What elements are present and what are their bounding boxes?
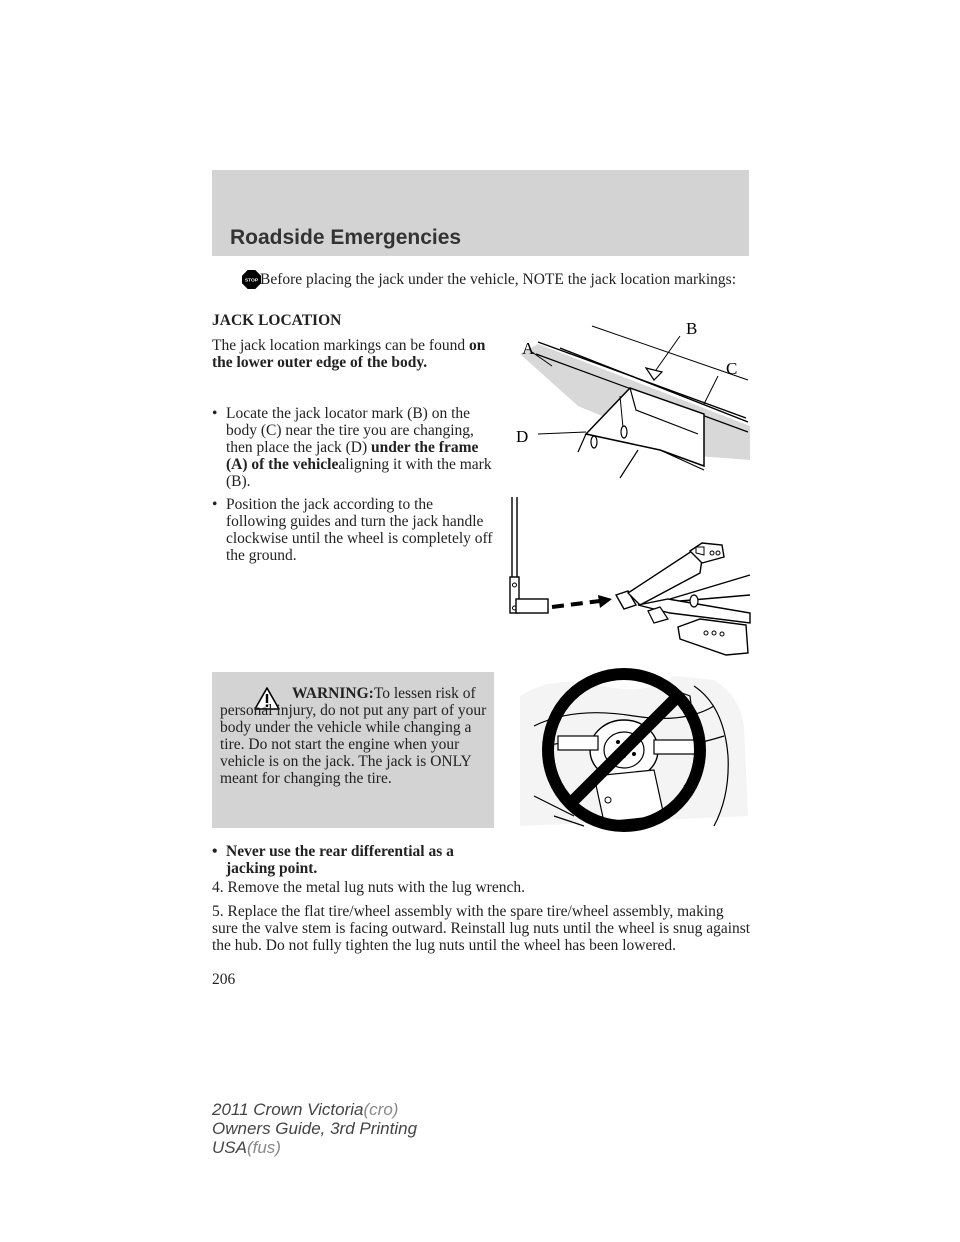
jack-handle-figure	[500, 495, 752, 657]
label-d: D	[516, 427, 529, 446]
bullet-position-jack	[212, 496, 497, 564]
warning-body: To lessen risk of personal injury, do not put any part of your body under the vehicle while changing a tire. Do not start the engine when your vehicle is on the jack. The jack is ONLY meant for changing the tire.	[220, 685, 487, 787]
footer-line-3: USA(fus)	[212, 1138, 281, 1157]
bullet-locate-mark	[212, 405, 497, 490]
label-c: C	[726, 359, 738, 378]
label-b: B	[686, 319, 698, 338]
jack-location-heading: JACK LOCATION	[212, 312, 342, 329]
page-number: 206	[212, 971, 236, 988]
svg-text:STOP: STOP	[244, 278, 259, 284]
intro-text: Before placing the jack under the vehicle, NOTE the jack location markings:	[260, 271, 737, 288]
label-a: A	[522, 339, 535, 358]
bullet-differential-warning	[212, 843, 502, 877]
para-bold-text: on the lower outer edge of the body.	[212, 337, 486, 371]
section-title: Roadside Emergencies	[230, 226, 462, 249]
bullet-dot: •	[212, 496, 218, 513]
footer-line-1: 2011 Crown Victoria(cro)	[212, 1100, 399, 1119]
warning-text	[220, 685, 492, 787]
step-5: 5. Replace the flat tire/wheel assembly with the spare tire/wheel assembly, making sure the valve stem is facing outward. Reinstall lug nuts until the wheel is snug against the hub. Do not fully tighten the lug nuts until the wheel has been lowered.	[212, 903, 751, 954]
jack-location-figure	[508, 310, 752, 480]
bullet-text: Position the jack according to the following guides and turn the jack handle clockwise until the wheel is completely off the ground.	[226, 496, 493, 564]
footer-line-2: Owners Guide, 3rd Printing	[212, 1119, 418, 1138]
bullet-text: Locate the jack locator mark (B) on the body (C) near the tire you are changing, then place the jack (D) under the frame (A) of the vehiclealigning it with the mark (B).	[226, 405, 492, 490]
bullet-dot: •	[212, 843, 218, 860]
warning-label: WARNING:	[292, 685, 374, 702]
bullet-text: Never use the rear differential as a jacking point.	[226, 843, 454, 877]
no-differential-jacking-figure	[514, 666, 752, 834]
document-footer	[212, 1100, 417, 1157]
step-4: 4. Remove the metal lug nuts with the lug wrench.	[212, 879, 525, 896]
jack-location-paragraph	[212, 337, 497, 371]
bullet-dot: •	[212, 405, 218, 422]
para-text: The jack location markings can be found	[212, 337, 469, 354]
